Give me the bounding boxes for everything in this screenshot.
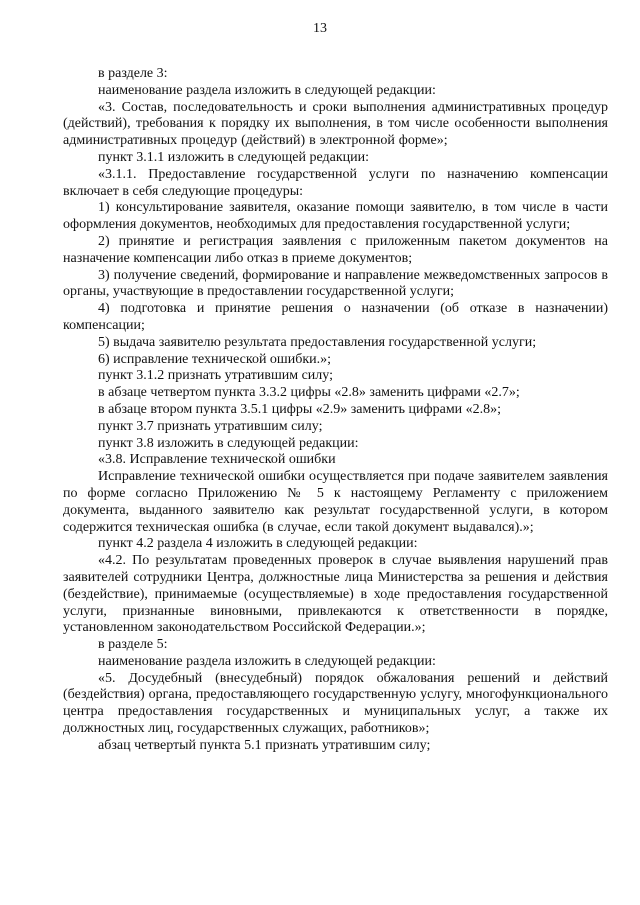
paragraph: «3. Состав, последовательность и сроки выполнения административных процедур (действий), требования к порядку их выполнения, в том числе особенности выполнения административных процедур (действий) в электронной форме»; [63,99,608,149]
paragraph: в абзаце втором пункта 3.5.1 цифры «2.9» заменить цифрами «2.8»; [98,401,502,417]
paragraph: 1) консультирование заявителя, оказание помощи заявителю, в том числе в части оформления документов, необходимых для предоставления государственной услуги; [63,200,608,233]
paragraph: наименование раздела изложить в следующей редакции: [98,653,436,669]
page-number: 13 [313,21,327,36]
paragraph: пункт 3.1.1 изложить в следующей редакции: [98,149,369,165]
paragraph: 3) получение сведений, формирование и направление межведомственных запросов в органы, участвующие в предоставлении государственной услуги; [63,267,608,300]
paragraph: 6) исправление технической ошибки.»; [98,351,332,367]
paragraph: «3.1.1. Предоставление государственной услуги по назначению компенсации включает в себя следующие процедуры: [63,166,608,199]
paragraph: 4) подготовка и принятие решения о назначении (об отказе в назначении) компенсации; [63,301,608,333]
paragraph: «5. Досудебный (внесудебный) порядок обжалования решений и действий (бездействия) органа, предоставляющего государственную услугу, многофункционального центра предоставления государственных и муниципальных услуг, а также их должностных лиц, государственных служащих, работников»; [63,670,608,737]
document-body [63,66,608,755]
paragraph: 2) принятие и регистрация заявления с приложенным пакетом документов на назначение компенсации либо отказ в приеме документов; [63,233,608,266]
paragraph: наименование раздела изложить в следующей редакции: [98,82,436,98]
paragraph: в разделе 5: [98,637,168,653]
paragraph: Исправление технической ошибки осуществляется при подаче заявителем заявления по форме согласно Приложению № 5 к настоящему Регламенту с приложением документа, выданного заявителю как результат государственной услуги, в котором содержится техническая ошибка (в случае, если такой документ выдавался).»; [63,469,608,535]
paragraph: пункт 3.1.2 признать утратившим силу; [98,368,333,384]
paragraph: пункт 4.2 раздела 4 изложить в следующей редакции: [98,536,418,552]
paragraph: в разделе 3: [98,66,168,81]
paragraph: пункт 3.7 признать утратившим силу; [98,418,323,434]
paragraph: пункт 3.8 изложить в следующей редакции: [98,435,359,451]
paragraph: «3.8. Исправление технической ошибки [98,452,336,468]
paragraph: в абзаце четвертом пункта 3.3.2 цифры «2.8» заменить цифрами «2.7»; [98,385,520,401]
paragraph: «4.2. По результатам проведенных проверок в случае выявления нарушений прав заявителей сотрудники Центра, должностные лица Министерства за решения и действия (бездействие), принимаемые (осуществляемые) в ходе предоставления государственной услуги, признанные виновными, привлекаются к ответственности в порядке, установленном законодательством Российской Федерации.»; [63,553,608,636]
paragraph: абзац четвертый пункта 5.1 признать утратившим силу; [98,737,431,753]
paragraph: 5) выдача заявителю результата предоставления государственной услуги; [98,334,537,350]
